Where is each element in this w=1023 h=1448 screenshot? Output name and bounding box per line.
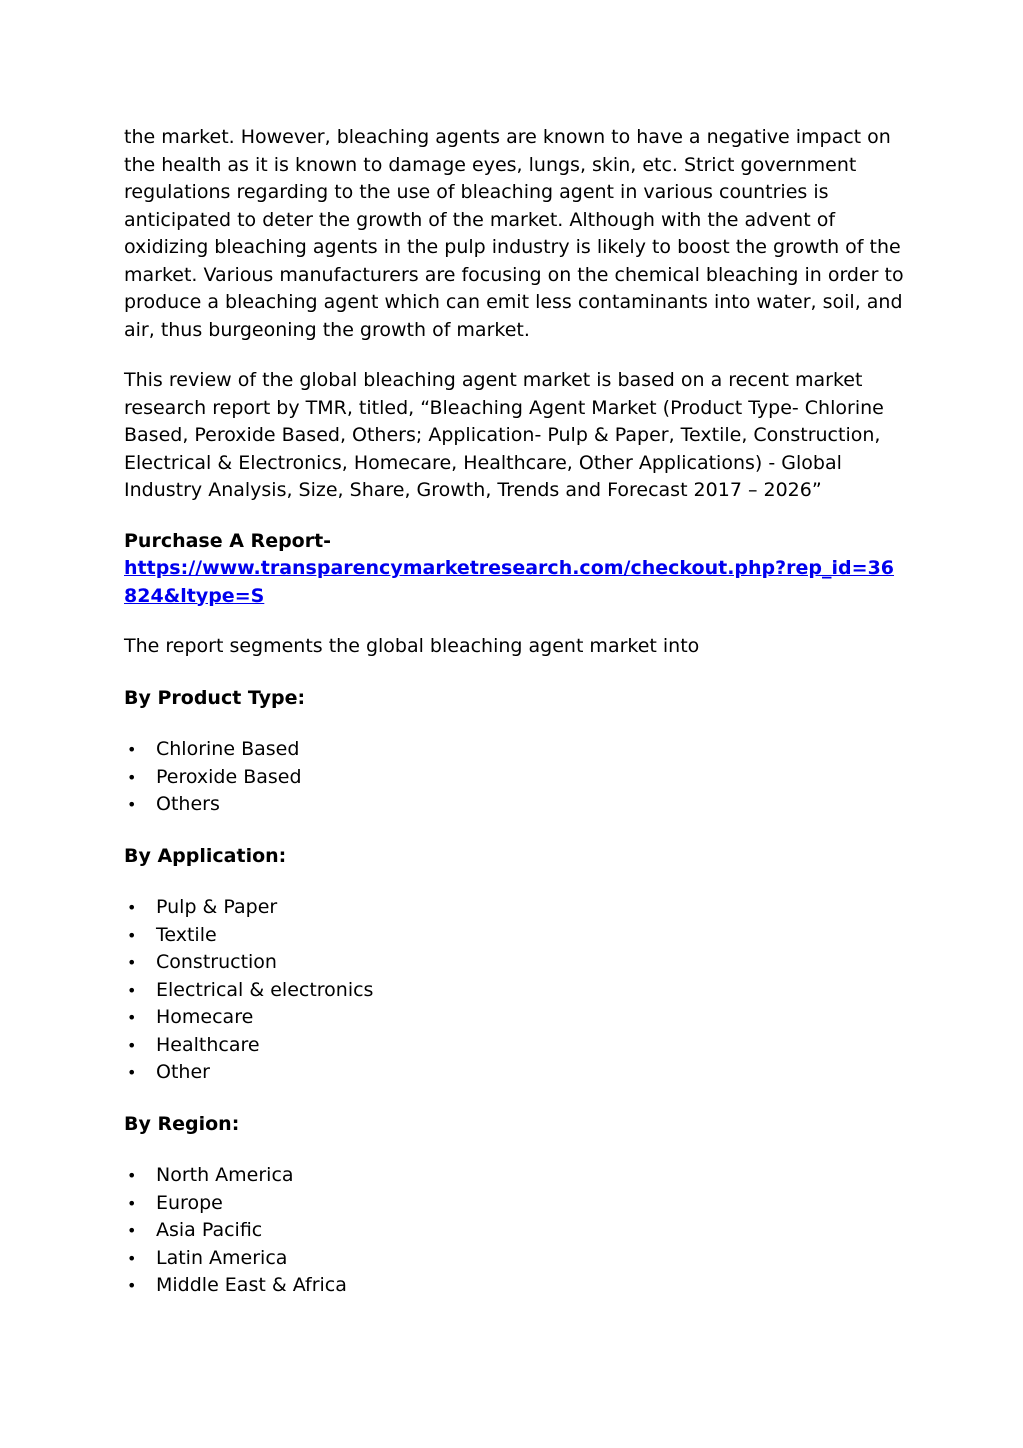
bullet-icon: •	[127, 1063, 137, 1082]
bullet-icon: •	[127, 1248, 137, 1268]
list-item: • Peroxide Based	[124, 764, 904, 792]
list-item: • Electrical & electronics	[124, 977, 904, 1005]
document-page	[124, 124, 904, 1324]
bullet-icon: •	[127, 795, 137, 814]
bullet-icon: •	[127, 898, 137, 917]
list-item: • Europe	[124, 1190, 904, 1218]
list-item: • Others	[124, 791, 904, 819]
intro-paragraph: the market. However, bleaching agents are known to have a negative impact on the health as it is known to damage eyes, lungs, skin, etc. Strict government regulations regarding to the use of bleaching agent in various countries is anticipated to deter the growth of the market. Although with the advent of oxidizing bleaching agents in the pulp industry is likely to boost the growth of the market. Various manufacturers are focusing on the chemical bleaching in order to produce a bleaching agent which can emit less contaminants into water, soil, and air, thus burgeoning the growth of market.	[124, 126, 904, 341]
bullet-icon: •	[127, 980, 137, 1000]
list-item: • Latin America	[124, 1245, 904, 1273]
product-type-heading: By Product Type:	[124, 686, 306, 709]
list-item: • Asia Pacific	[124, 1217, 904, 1245]
review-paragraph: This review of the global bleaching agent market is based on a recent market research report by TMR, titled, “Bleaching Agent Market (Product Type- Chlorine Based, Peroxide Based, Others; Application- Pulp & Paper, Textile, Construction, Electrical & Electronics, Homecare, Healthcare, Other Applications) - Global Industry Analysis, Size, Share, Growth, Trends and Forecast 2017 – 2026”	[124, 369, 884, 501]
bullet-icon: •	[127, 925, 137, 945]
list-item: • Middle East & Africa	[124, 1272, 904, 1300]
bullet-icon: •	[127, 1166, 137, 1185]
bullet-icon: •	[127, 767, 137, 787]
bullet-icon: •	[127, 953, 137, 972]
region-heading: By Region:	[124, 1112, 240, 1135]
list-item: • Chlorine Based	[124, 736, 904, 764]
list-item: • Construction	[124, 949, 904, 977]
segments-intro: The report segments the global bleaching agent market into	[124, 635, 700, 657]
purchase-label: Purchase A Report-	[124, 529, 332, 552]
list-item: • Pulp & Paper	[124, 894, 904, 922]
list-item: • Other	[124, 1059, 904, 1087]
bullet-icon: •	[127, 1008, 137, 1027]
application-list	[124, 894, 904, 1087]
bullet-icon: •	[127, 740, 137, 759]
product-type-list	[124, 736, 904, 819]
bullet-icon: •	[127, 1221, 137, 1240]
bullet-icon: •	[127, 1193, 137, 1213]
bullet-icon: •	[127, 1035, 137, 1055]
list-item: • North America	[124, 1162, 904, 1190]
list-item: • Healthcare	[124, 1032, 904, 1060]
application-heading: By Application:	[124, 844, 287, 867]
purchase-report-link[interactable]: https://www.transparencymarketresearch.com/checkout.php?rep_id=36824&ltype=S	[124, 557, 895, 607]
purchase-section	[124, 528, 904, 611]
region-list	[124, 1162, 904, 1300]
bullet-icon: •	[127, 1276, 137, 1295]
list-item: • Homecare	[124, 1004, 904, 1032]
list-item: • Textile	[124, 922, 904, 950]
